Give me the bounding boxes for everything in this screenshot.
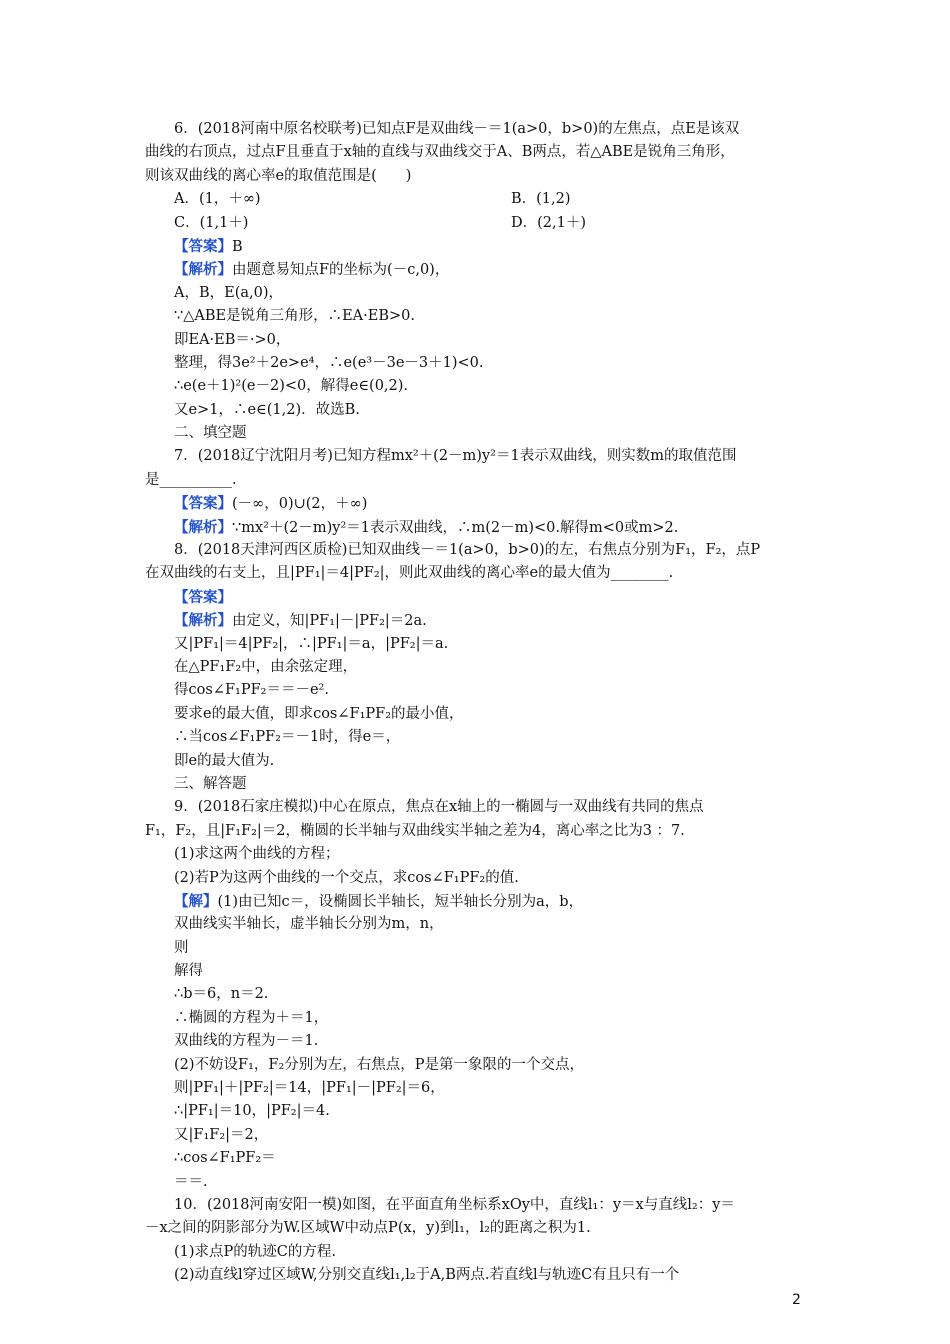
text-line (145, 843, 809, 866)
text-line (145, 258, 809, 281)
text-line (145, 492, 809, 515)
text-line (145, 1007, 809, 1030)
section-tag: 【答案】 (174, 588, 232, 606)
line-text: ∴cos∠F₁PF₂＝ (174, 1150, 276, 1167)
text-line (145, 867, 809, 890)
text-line (145, 1147, 809, 1170)
text-line (145, 1077, 809, 1100)
line-text: 在△PF₁F₂中，由余弦定理， (174, 658, 358, 675)
text-line (145, 1100, 809, 1123)
section-tag: 【答案】 (174, 495, 232, 513)
line-text: 又e>1，∴e∈(1,2)．故选B. (174, 401, 360, 418)
line-text: ∵mx²＋(2－m)y²＝1表示双曲线，∴m(2－m)<0.解得m<0或m>2. (232, 519, 679, 536)
page-number: 2 (792, 1292, 801, 1308)
options-row-2 (145, 212, 809, 235)
line-text: 由定义，知|PF₁|－|PF₂|＝2a. (232, 613, 427, 630)
line-text: ∴b＝6，n＝2. (174, 986, 269, 1003)
text-line (145, 1124, 809, 1147)
section-tag: 【答案】 (174, 237, 232, 255)
line-text: 由题意易知点F的坐标为(－c,0)， (232, 262, 450, 279)
line-text: B (232, 238, 243, 255)
line-text: (2)不妨设F₁，F₂分别为左，右焦点，P是第一象限的一个交点， (174, 1056, 585, 1073)
line-text: 9．(2018石家庄模拟)中心在原点，焦点在x轴上的一椭圆与一双曲线有共同的焦点 (174, 799, 704, 816)
line-text: 要求e的最大值，即求cos∠F₁PF₂的最小值， (174, 705, 464, 722)
text-line (145, 422, 809, 445)
line-text: 又|PF₁|＝4|PF₂|，∴|PF₁|＝a，|PF₂|＝a. (174, 635, 449, 652)
section-tag: 【解】 (174, 892, 218, 910)
text-line (145, 1194, 809, 1217)
text-line (145, 609, 809, 632)
text-line (145, 820, 809, 843)
line-text: 又|F₁F₂|＝2， (174, 1126, 269, 1143)
line-text: 三、解答题 (174, 775, 247, 792)
line-text: (1)求点P的轨迹C的方程. (174, 1243, 336, 1260)
text-line (145, 469, 809, 492)
line-text: 8．(2018天津河西区质检)已知双曲线－＝1(a>0，b>0)的左，右焦点分别为F₁，F₂，点P (174, 542, 761, 559)
question-6-line-3: 则该双曲线的离心率e的取值范围是( ) (145, 167, 412, 184)
line-text: 则 (174, 939, 189, 956)
text-line (145, 539, 809, 562)
option-a: A．(1，＋∞) (174, 191, 261, 208)
text-line (145, 750, 809, 773)
text-line (145, 445, 809, 468)
line-text: 7．(2018辽宁沈阳月考)已知方程mx²＋(2－m)y²＝1表示双曲线，则实数m的取值范围 (174, 448, 737, 465)
line-text: ∴椭圆的方程为＋＝1， (174, 1009, 329, 1026)
text-line (145, 1241, 809, 1264)
text-line (145, 937, 809, 960)
text-line (145, 656, 809, 679)
section-tag: 【解析】 (174, 261, 232, 279)
line-text: (1)求这两个曲线的方程； (174, 846, 340, 863)
options-row-1 (145, 188, 809, 211)
line-text: (1)由已知c＝，设椭圆长半轴长，短半轴长分别为a，b， (217, 893, 584, 910)
option-d: D．(2,1＋) (511, 214, 586, 231)
line-text: ∴当cos∠F₁PF₂＝－1时，得e＝， (174, 729, 401, 746)
text-line (145, 773, 809, 796)
line-text: 双曲线的方程为－＝1. (174, 1033, 319, 1050)
text-line (145, 375, 809, 398)
text-line (145, 1054, 809, 1077)
text-line (145, 1217, 809, 1240)
text-line (145, 679, 809, 702)
line-text: －x之间的阴影部分为W.区域W中动点P(x，y)到l₁，l₂的距离之积为1. (145, 1220, 591, 1237)
line-text: 解得 (174, 963, 203, 980)
text-line (145, 1171, 809, 1194)
text-line (145, 1030, 809, 1053)
line-text: 即EA·EB＝·>0， (174, 331, 291, 348)
line-text: 整理，得3e²＋2e>e⁴，∴e(e³－3e－3＋1)<0. (174, 354, 484, 371)
text-line (145, 586, 809, 609)
text-line (145, 703, 809, 726)
text-line (145, 516, 809, 539)
text-line (145, 305, 809, 328)
line-text: 是__________. (145, 471, 237, 488)
text-line (145, 562, 809, 585)
question-6-line-2: 曲线的右顶点，过点F且垂直于x轴的直线与双曲线交于A、B两点，若△ABE是锐角三角形， (145, 144, 735, 161)
text-line (145, 913, 809, 936)
option-b: B．(1,2) (511, 191, 571, 208)
text-line (145, 890, 809, 913)
text-line (145, 983, 809, 1006)
section-tag: 【解析】 (174, 518, 232, 536)
text-line (145, 329, 809, 352)
text-line (145, 235, 809, 258)
body-lines (145, 235, 809, 1288)
line-text: (2)动直线l穿过区域W,分别交直线l₁,l₂于A,B两点.若直线l与轨迹C有且只有一个 (174, 1267, 680, 1284)
text-line (145, 1264, 809, 1287)
option-c: C．(1,1＋) (174, 214, 249, 231)
line-text: 则|PF₁|＋|PF₂|＝14，|PF₁|－|PF₂|＝6， (174, 1080, 445, 1097)
line-text: ∵△ABE是锐角三角形，∴EA·EB>0. (174, 308, 415, 325)
line-text: 二、填空题 (174, 425, 247, 442)
section-tag: 【解析】 (174, 612, 232, 630)
line-text: 双曲线实半轴长，虚半轴长分别为m，n， (174, 916, 444, 933)
line-text: ＝＝. (174, 1173, 208, 1190)
line-text: ∴|PF₁|＝10，|PF₂|＝4. (174, 1103, 330, 1120)
page-content (145, 118, 809, 1288)
text-line (145, 796, 809, 819)
text-line (145, 633, 809, 656)
line-text: A，B，E(a,0)， (174, 284, 284, 301)
text-line (145, 399, 809, 422)
line-text: 在双曲线的右支上，且|PF₁|＝4|PF₂|，则此双曲线的离心率e的最大值为________. (145, 565, 674, 582)
line-text: (2)若P为这两个曲线的一个交点，求cos∠F₁PF₂的值. (174, 869, 519, 886)
line-text: ∴e(e＋1)²(e－2)<0，解得e∈(0,2). (174, 378, 409, 395)
line-text: (－∞，0)∪(2，＋∞) (232, 496, 368, 513)
text-line (145, 726, 809, 749)
text-line (145, 960, 809, 983)
line-text: 得cos∠F₁PF₂＝＝－e². (174, 682, 329, 699)
question-6-line-1: 6．(2018河南中原名校联考)已知点F是双曲线－＝1(a>0，b>0)的左焦点，点E是该双 (174, 121, 740, 137)
line-text: F₁，F₂，且|F₁F₂|＝2，椭圆的长半轴与双曲线实半轴之差为4，离心率之比为3 ：7. (145, 822, 685, 839)
text-line (145, 352, 809, 375)
text-line (145, 282, 809, 305)
line-text: 即e的最大值为. (174, 752, 275, 769)
line-text: 10．(2018河南安阳一模)如图，在平面直角坐标系xOy中，直线l₁：y＝x与直线l₂：y＝ (174, 1196, 735, 1213)
